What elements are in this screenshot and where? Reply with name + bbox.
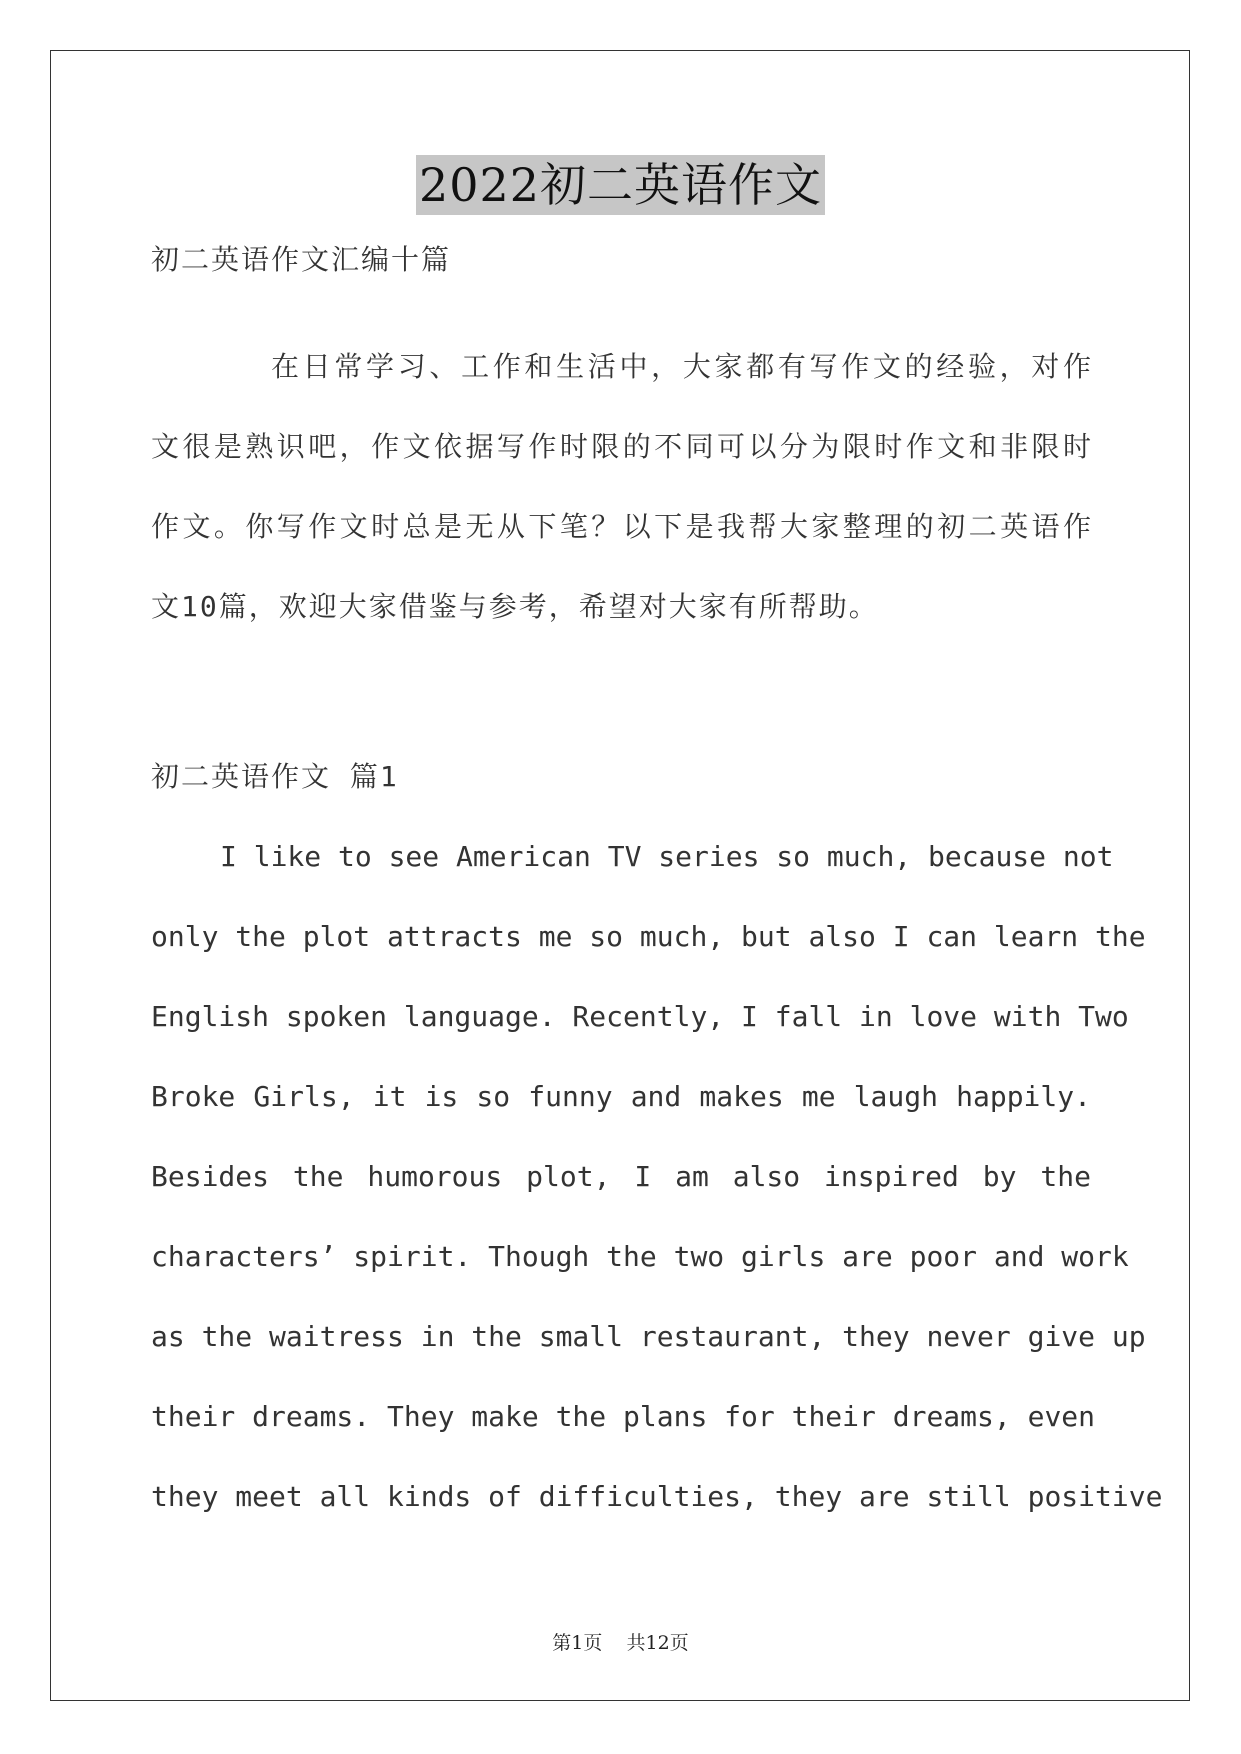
- essay-line: as the waitress in the small restaurant, they never give up: [151, 1320, 1146, 1353]
- document-subtitle: 初二英语作文汇编十篇: [151, 243, 452, 276]
- essay-line: I like to see American TV series so much, because not: [220, 840, 1114, 873]
- essay-line: English spoken language. Recently, I fall in love with Two: [151, 1000, 1129, 1033]
- essay-line: characters’ spirit. Though the two girls are poor and work: [151, 1240, 1129, 1273]
- essay-line: Besides the humorous plot, I am also inspired by the: [151, 1160, 1091, 1193]
- essay-line: they meet all kinds of difficulties, they are still positive: [151, 1480, 1163, 1513]
- page-footer: [0, 1630, 1241, 1656]
- document-title: 2022初二英语作文: [416, 155, 825, 215]
- intro-line: 在日常学习、工作和生活中，大家都有写作文的经验，对作: [271, 350, 1091, 383]
- title-container: [0, 155, 1241, 215]
- intro-line: 文很是熟识吧，作文依据写作时限的不同可以分为限时作文和非限时: [151, 430, 1091, 463]
- essay-line: their dreams. They make the plans for their dreams, even: [151, 1400, 1096, 1433]
- essay-line: Broke Girls, it is so funny and makes me laugh happily.: [151, 1080, 1091, 1113]
- essay-line: only the plot attracts me so much, but also I can learn the: [151, 920, 1146, 953]
- intro-line: 作文。你写作文时总是无从下笔？以下是我帮大家整理的初二英语作: [151, 510, 1091, 543]
- page-total: 共12页: [626, 1632, 689, 1654]
- section-heading: 初二英语作文 篇1: [151, 760, 399, 793]
- intro-line: 文10篇，欢迎大家借鉴与参考，希望对大家有所帮助。: [151, 590, 879, 623]
- page-number: 第1页: [552, 1632, 603, 1654]
